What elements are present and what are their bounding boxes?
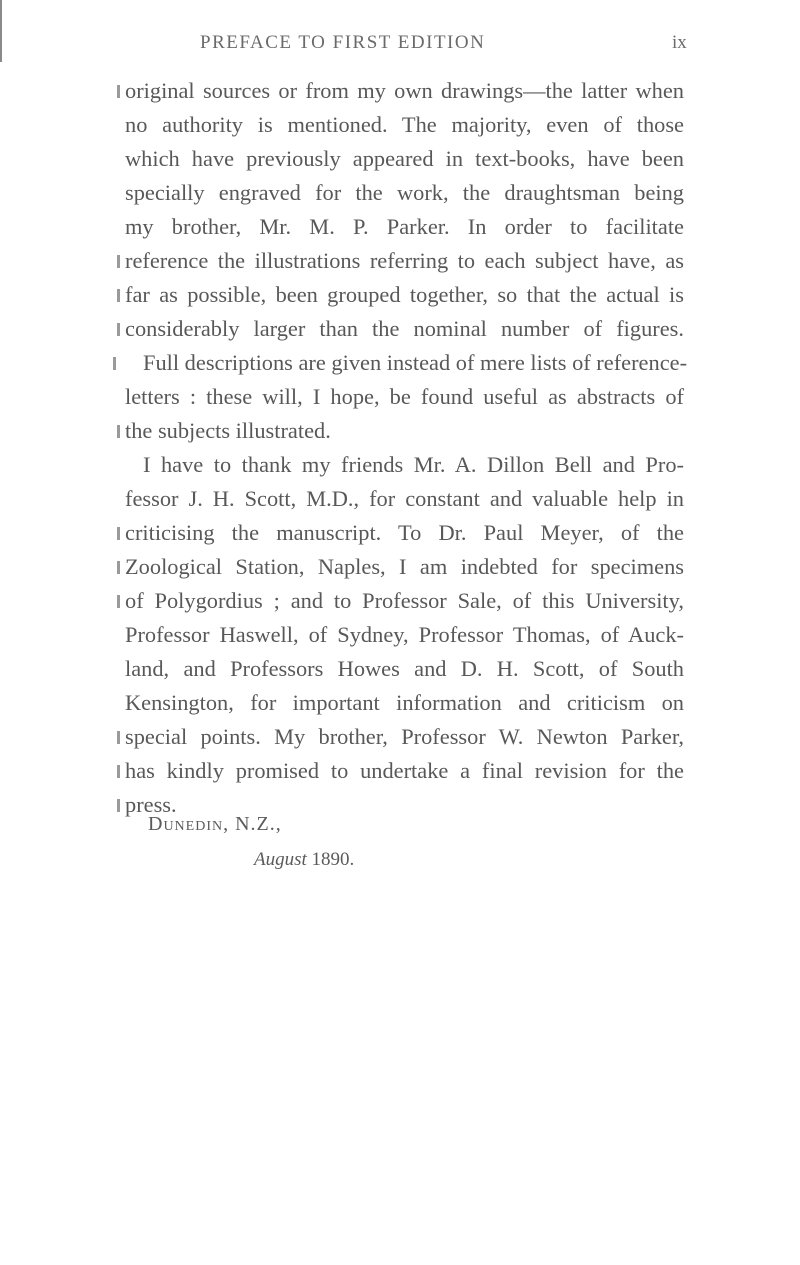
margin-mark xyxy=(117,799,120,812)
line-text: I have to thank my friends Mr. A. Dillon Bell and Pro- xyxy=(143,452,684,477)
text-line xyxy=(0,278,800,312)
line-text: of Polygordius ; and to Professor Sale, of this University, xyxy=(125,588,684,613)
line-text: Kensington, for important information and criticism on xyxy=(125,690,684,715)
text-line xyxy=(0,244,800,278)
signature-month: August xyxy=(254,849,307,870)
signature-date xyxy=(254,849,354,871)
line-text: letters : these will, I hope, be found useful as abstracts of xyxy=(125,384,684,409)
text-line xyxy=(0,652,800,686)
text-line xyxy=(0,380,800,414)
running-head xyxy=(0,32,800,62)
line-text: considerably larger than the nominal number of figures. xyxy=(125,316,684,341)
line-text: Full descriptions are given instead of mere lists of reference- xyxy=(143,350,688,375)
text-line xyxy=(0,686,800,720)
line-text: reference the illustrations referring to each subject have, as xyxy=(125,248,684,273)
line-text: press. xyxy=(125,792,177,817)
signature-year: 1890. xyxy=(311,849,355,870)
margin-mark xyxy=(117,323,120,336)
text-line xyxy=(0,448,800,482)
text-line xyxy=(0,482,800,516)
line-text: far as possible, been grouped together, so that the actual is xyxy=(125,282,684,307)
running-head-title: PREFACE TO FIRST EDITION xyxy=(200,32,486,53)
text-line xyxy=(0,176,800,210)
text-line xyxy=(0,720,800,754)
line-text: no authority is mentioned. The majority, even of those xyxy=(125,112,684,137)
line-text: my brother, Mr. M. P. Parker. In order to facilitate xyxy=(125,214,684,239)
line-text: the subjects illustrated. xyxy=(125,418,331,443)
text-line xyxy=(0,788,800,822)
margin-mark xyxy=(117,255,120,268)
text-line xyxy=(0,584,800,618)
line-text: special points. My brother, Professor W. Newton Parker, xyxy=(125,724,684,749)
line-text: Zoological Station, Naples, I am indebted for specimens xyxy=(125,554,684,579)
text-line xyxy=(0,550,800,584)
line-text: original sources or from my own drawings—the latter when xyxy=(125,78,684,103)
margin-mark xyxy=(117,289,120,302)
text-line xyxy=(0,108,800,142)
text-line xyxy=(0,516,800,550)
text-line xyxy=(0,618,800,652)
line-text: has kindly promised to undertake a final revision for the xyxy=(125,758,684,783)
margin-mark xyxy=(117,85,120,98)
text-line xyxy=(0,142,800,176)
signature-place: Dunedin, N.Z., xyxy=(148,813,282,835)
margin-mark xyxy=(113,357,116,370)
margin-mark xyxy=(117,425,120,438)
line-text: land, and Professors Howes and D. H. Scott, of South xyxy=(125,656,684,681)
text-line xyxy=(0,414,800,448)
text-line xyxy=(0,346,800,380)
text-line xyxy=(0,312,800,346)
margin-mark xyxy=(117,731,120,744)
line-text: Professor Haswell, of Sydney, Professor Thomas, of Auck- xyxy=(125,622,684,647)
page-number: ix xyxy=(672,32,687,53)
line-text: fessor J. H. Scott, M.D., for constant and valuable help in xyxy=(125,486,684,511)
text-line xyxy=(0,210,800,244)
margin-mark xyxy=(117,595,120,608)
text-line xyxy=(0,754,800,788)
text-line xyxy=(0,74,800,108)
margin-mark xyxy=(117,765,120,778)
line-text: which have previously appeared in text-books, have been xyxy=(125,146,684,171)
line-text: specially engraved for the work, the draughtsman being xyxy=(125,180,684,205)
line-text: criticising the manuscript. To Dr. Paul Meyer, of the xyxy=(125,520,684,545)
margin-mark xyxy=(117,561,120,574)
margin-mark xyxy=(117,527,120,540)
